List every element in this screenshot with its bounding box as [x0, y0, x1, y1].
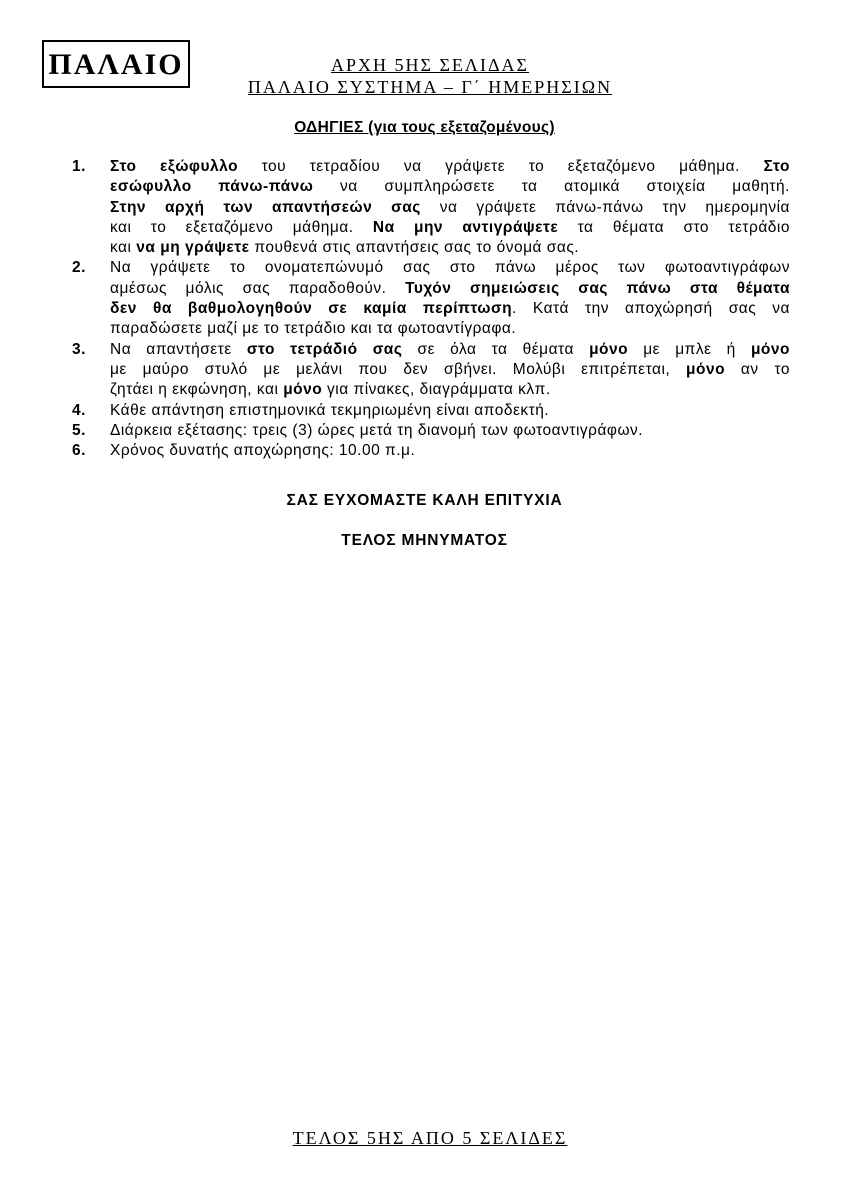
- instructions-list: [72, 157, 790, 461]
- emphasis-text: εσώφυλλο πάνω-πάνω: [110, 178, 314, 196]
- plain-text: . Κατά την αποχώρησή σας να: [512, 300, 790, 318]
- page-end-footer: ΤΕΛΟΣ 5ΗΣ ΑΠΟ 5 ΣΕΛΙΔΕΣ: [292, 1128, 568, 1148]
- instruction-line: [110, 238, 790, 258]
- old-system-badge: ΠΑΛΑΙΟ: [42, 40, 190, 88]
- instruction-line: [110, 380, 790, 400]
- page-start-header: ΑΡΧΗ 5ΗΣ ΣΕΛΙΔΑΣ: [330, 55, 530, 75]
- plain-text: σε όλα τα θέματα: [402, 340, 590, 358]
- instruction-line: [110, 177, 790, 197]
- instruction-number: 6.: [72, 442, 86, 460]
- plain-text: πουθενά στις απαντήσεις σας το όνομά σας.: [249, 239, 580, 257]
- plain-text: αν το: [725, 360, 790, 378]
- emphasis-text: δεν θα βαθμολογηθούν σε καμία περίπτωση: [110, 300, 513, 318]
- instruction-line: [110, 258, 790, 278]
- instruction-line: [110, 319, 790, 339]
- plain-text: για πίνακες, διαγράμματα κλπ.: [322, 381, 551, 399]
- plain-text: ζητάει η εκφώνηση, και: [110, 381, 284, 399]
- instruction-number: 5.: [72, 421, 86, 439]
- emphasis-text: Τυχόν σημειώσεις σας πάνω στα θέματα: [405, 279, 790, 297]
- plain-text: Κάθε απάντηση επιστημονικά τεκμηριωμένη είναι αποδεκτή.: [110, 401, 550, 419]
- good-luck-message: ΣΑΣ ΕΥΧΟΜΑΣΤΕ ΚΑΛΗ ΕΠΙΤΥΧΙΑ: [286, 492, 563, 509]
- instruction-text: [110, 258, 790, 339]
- plain-text: με μαύρο στυλό με μελάνι που δεν σβήνει. Μολύβι επιτρέπεται,: [110, 360, 687, 378]
- plain-text: να γράψετε πάνω-πάνω την ημερομηνία: [420, 198, 790, 216]
- plain-text: του τετραδίου να γράψετε το εξεταζόμενο μάθημα.: [238, 158, 764, 175]
- instruction-text: [110, 441, 790, 461]
- emphasis-text: μόνο: [283, 381, 323, 399]
- emphasis-text: μόνο: [750, 340, 790, 358]
- instruction-line: [110, 441, 790, 461]
- plain-text: Διάρκεια εξέτασης: τρεις (3) ώρες μετά τη διανομή των φωτοαντιγράφων.: [110, 421, 644, 439]
- plain-text: τα θέματα στο τετράδιο: [558, 218, 790, 236]
- instruction-line: [110, 299, 790, 319]
- instruction-number: 3.: [72, 340, 86, 358]
- emphasis-text: στο τετράδιό σας: [246, 340, 403, 358]
- instruction-number: 2.: [72, 259, 86, 277]
- instruction-number: 4.: [72, 401, 86, 419]
- instruction-line: [110, 340, 790, 360]
- plain-text: με μπλε ή: [628, 340, 751, 358]
- instruction-item: [72, 258, 790, 339]
- system-header: ΠΑΛΑΙΟ ΣΥΣΤΗΜΑ – Γ΄ ΗΜΕΡΗΣΙΩΝ: [247, 77, 613, 97]
- instruction-item: [72, 441, 790, 461]
- plain-text: αμέσως μόλις σας παραδοθούν.: [110, 279, 406, 297]
- plain-text: και το εξεταζόμενο μάθημα.: [110, 218, 373, 236]
- instruction-text: [110, 401, 790, 421]
- instruction-item: [72, 340, 790, 401]
- instruction-item: [72, 421, 790, 441]
- end-of-message: ΤΕΛΟΣ ΜΗΝΥΜΑΤΟΣ: [341, 532, 508, 549]
- emphasis-text: μόνο: [686, 360, 726, 378]
- instruction-text: [110, 157, 790, 258]
- instruction-line: [110, 279, 790, 299]
- instruction-text: [110, 340, 790, 401]
- plain-text: Να απαντήσετε: [110, 340, 247, 358]
- plain-text: Χρόνος δυνατής αποχώρησης: 10.00 π.μ.: [110, 442, 416, 460]
- instruction-text: [110, 421, 790, 441]
- plain-text: Να γράψετε το ονοματεπώνυμό σας στο πάνω μέρος των φωτοαντιγράφων: [110, 259, 790, 277]
- emphasis-text: Στο εξώφυλλο: [110, 158, 239, 175]
- instruction-line: [110, 360, 790, 380]
- emphasis-text: να μη γράψετε: [136, 239, 250, 257]
- instruction-line: [110, 218, 790, 238]
- instruction-line: [110, 157, 790, 177]
- instruction-line: [110, 421, 790, 441]
- instruction-item: [72, 401, 790, 421]
- emphasis-text: μόνο: [589, 340, 629, 358]
- emphasis-text: Στην αρχή των απαντήσεών σας: [110, 198, 421, 216]
- plain-text: να συμπληρώσετε τα ατομικά στοιχεία μαθητή.: [313, 178, 790, 196]
- plain-text: παραδώσετε μαζί με το τετράδιο και τα φωτοαντίγραφα.: [110, 320, 517, 338]
- emphasis-text: Να μην αντιγράψετε: [372, 218, 559, 236]
- instruction-line: [110, 401, 790, 421]
- instructions-title: ΟΔΗΓΙΕΣ (για τους εξεταζομένους): [294, 119, 555, 136]
- instruction-item: [72, 157, 790, 258]
- emphasis-text: Στο: [763, 158, 790, 175]
- instruction-number: 1.: [72, 158, 86, 175]
- instruction-line: [110, 198, 790, 218]
- plain-text: και: [110, 239, 137, 257]
